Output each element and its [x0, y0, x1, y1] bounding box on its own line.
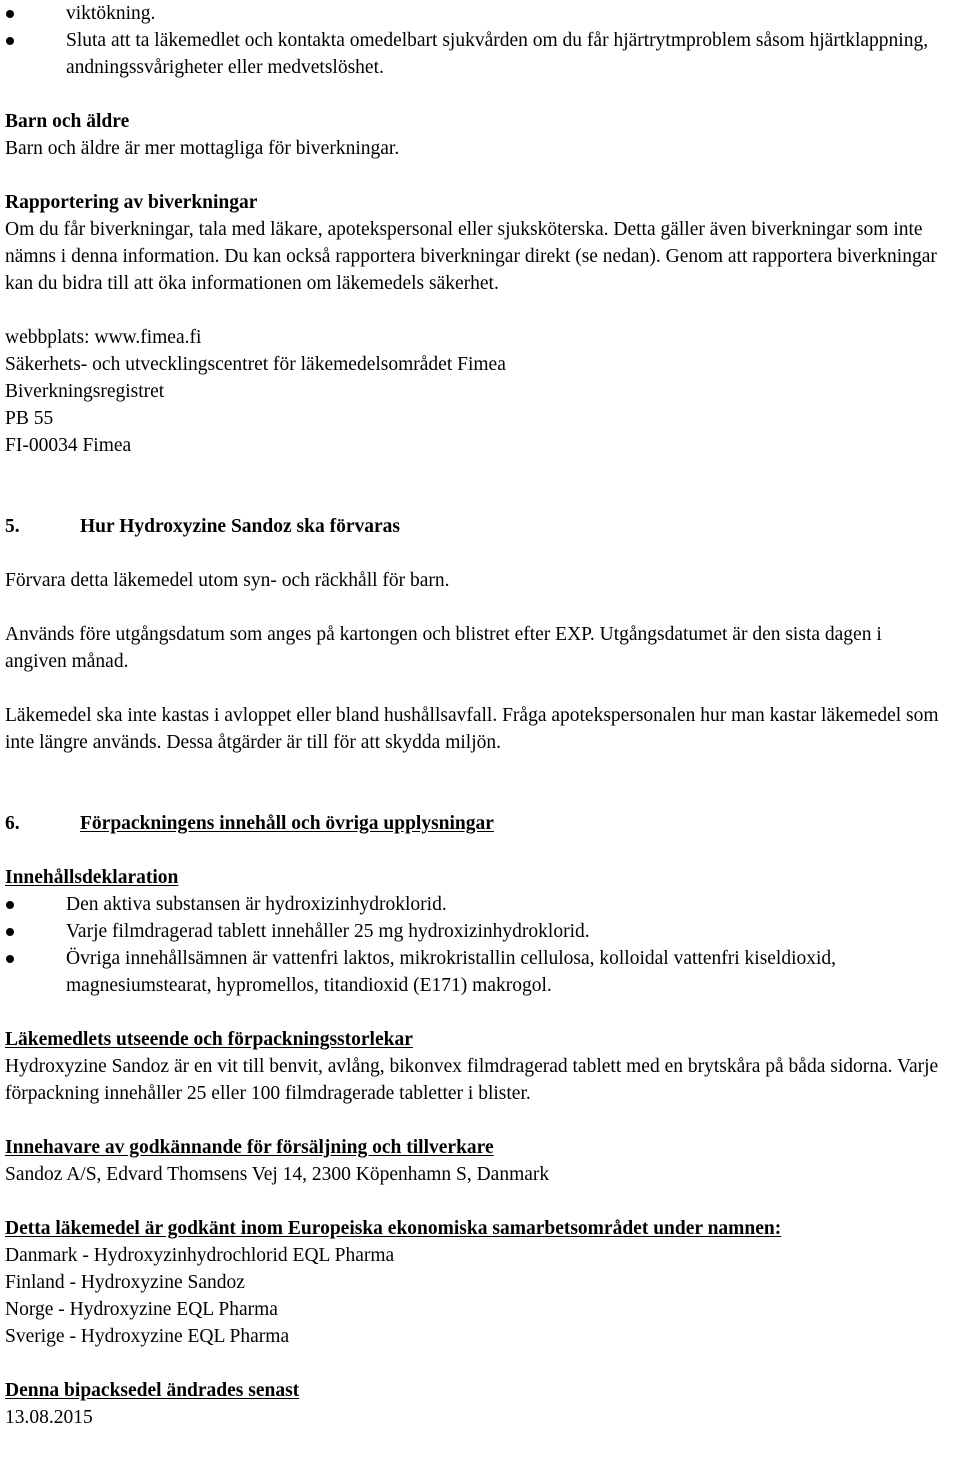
- fimea-postal-code: FI-00034 Fimea: [5, 435, 132, 456]
- section-title: Hur Hydroxyzine Sandoz ska förvaras: [80, 516, 400, 537]
- declaration-list: [5, 891, 946, 999]
- eea-heading: Detta läkemedel är godkänt inom Europeiska ekonomiska samarbetsområdet under namnen:: [5, 1218, 782, 1239]
- fimea-organization: Säkerhets- och utvecklingscentret för läkemedelsområdet Fimea: [5, 354, 506, 375]
- list-item: Övriga innehållsämnen är vattenfri laktos, mikrokristallin cellulosa, kolloidal vattenfri kiseldioxid, magnesiumstearat, hypromellos, titandioxid (E171) makrogol.: [5, 945, 946, 999]
- section-number: 6.: [5, 813, 20, 834]
- section-5-heading: [5, 513, 946, 540]
- list-item: Sluta att ta läkemedlet och kontakta omedelbart sjukvården om du får hjärtrytmproblem såsom hjärtklappning, andningssvårigheter eller medvetslöshet.: [5, 27, 946, 81]
- side-effects-list: [5, 0, 946, 81]
- section-6-heading: [5, 810, 946, 837]
- revised-date: 13.08.2015: [5, 1407, 93, 1428]
- appearance-text: Hydroxyzine Sandoz är en vit till benvit, avlång, bikonvex filmdragerad tablett med en brytskåra på båda sidorna. Varje förpackning innehåller 25 eller 100 filmdragerade tabletter i blister.: [5, 1056, 939, 1104]
- section-title: Förpackningens innehåll och övriga upplysningar: [80, 813, 494, 834]
- children-elderly-text: Barn och äldre är mer mottagliga för biverkningar.: [5, 138, 400, 159]
- section-number: 5.: [5, 516, 20, 537]
- eea-name-norway: Norge - Hydroxyzine EQL Pharma: [5, 1299, 278, 1320]
- list-item: Varje filmdragerad tablett innehåller 25 mg hydroxizinhydroklorid.: [5, 918, 946, 945]
- storage-paragraph: Förvara detta läkemedel utom syn- och räckhåll för barn.: [5, 570, 450, 591]
- fimea-po-box: PB 55: [5, 408, 54, 429]
- children-elderly-heading: Barn och äldre: [5, 111, 130, 132]
- reporting-text: Om du får biverkningar, tala med läkare, apotekspersonal eller sjuksköterska. Detta gäller även biverkningar som inte nämns i denna information. Du kan också rapportera biverkningar direkt (se nedan). Genom att rapportera biverkningar kan du bidra till att öka informationen om läkemedels säkerhet.: [5, 219, 937, 294]
- holder-text: Sandoz A/S, Edvard Thomsens Vej 14, 2300 Köpenhamn S, Danmark: [5, 1164, 550, 1185]
- disposal-paragraph: Läkemedel ska inte kastas i avloppet eller bland hushållsavfall. Fråga apotekspersonalen hur man kastar läkemedel som inte längre används. Dessa åtgärder är till för att skydda miljön.: [5, 705, 939, 753]
- eea-name-finland: Finland - Hydroxyzine Sandoz: [5, 1272, 245, 1293]
- revised-heading: Denna bipacksedel ändrades senast: [5, 1380, 300, 1401]
- eea-name-sweden: Sverige - Hydroxyzine EQL Pharma: [5, 1326, 290, 1347]
- holder-heading: Innehavare av godkännande för försäljning och tillverkare: [5, 1137, 494, 1158]
- reporting-heading: Rapportering av biverkningar: [5, 192, 258, 213]
- list-item: viktökning.: [5, 0, 946, 27]
- list-item: Den aktiva substansen är hydroxizinhydroklorid.: [5, 891, 946, 918]
- expiry-paragraph: Används före utgångsdatum som anges på kartongen och blistret efter EXP. Utgångsdatumet är den sista dagen i angiven månad.: [5, 624, 882, 672]
- appearance-heading: Läkemedlets utseende och förpackningsstorlekar: [5, 1029, 413, 1050]
- declaration-heading: Innehållsdeklaration: [5, 867, 179, 888]
- eea-name-denmark: Danmark - Hydroxyzinhydrochlorid EQL Pharma: [5, 1245, 395, 1266]
- fimea-website: webbplats: www.fimea.fi: [5, 327, 202, 348]
- fimea-registry: Biverkningsregistret: [5, 381, 165, 402]
